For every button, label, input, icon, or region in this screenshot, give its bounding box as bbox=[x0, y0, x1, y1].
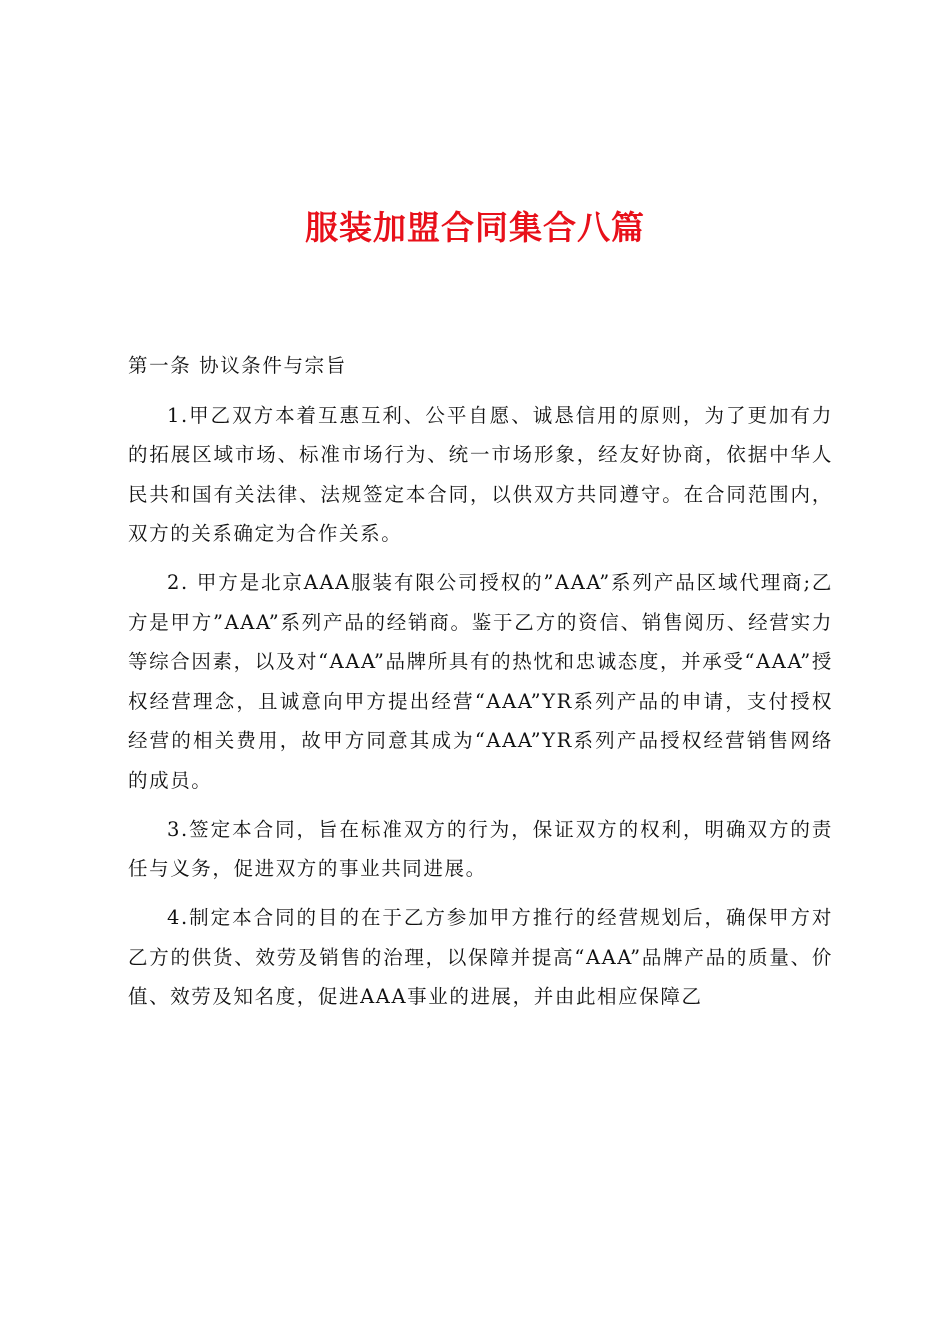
document-body bbox=[128, 346, 833, 1026]
section-heading: 第一条 协议条件与宗旨 bbox=[128, 354, 347, 377]
paragraph-2: 2. 甲方是北京AAA服装有限公司授权的”AAA”系列产品区域代理商;乙方是甲方”AAA”系列产品的经销商。鉴于乙方的资信、销售阅历、经营实力等综合因素，以及对“AAA”品牌所具有的热忱和忠诚态度，并承受“AAA”授权经营理念，且诚意向甲方提出经营“AAA”YR系列产品的申请，支付授权经营的相关费用，故甲方同意其成为“AAA”YR系列产品授权经营销售网络的成员。 bbox=[128, 571, 833, 792]
paragraph-1: 1.甲乙双方本着互惠互利、公平自愿、诚恳信用的原则，为了更加有力的拓展区域市场、标准市场行为、统一市场形象，经友好协商，依据中华人民共和国有关法律、法规签定本合同，以供双方共同遵守。在合同范围内，双方的关系确定为合作关系。 bbox=[128, 403, 833, 545]
paragraph-4: 4.制定本合同的目的在于乙方参加甲方推行的经营规划后，确保甲方对乙方的供货、效劳及销售的治理，以保障并提高“AAA”品牌产品的质量、价值、效劳及知名度，促进AAA事业的进展，并由此相应保障乙 bbox=[128, 906, 833, 1008]
paragraph-3: 3.签定本合同，旨在标准双方的行为，保证双方的权利，明确双方的责任与义务，促进双方的事业共同进展。 bbox=[128, 817, 833, 880]
document-title: 服装加盟合同集合八篇 bbox=[305, 208, 645, 247]
